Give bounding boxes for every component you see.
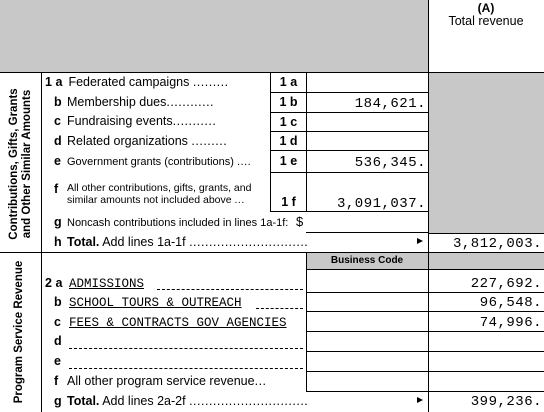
box-1a: 1 a [279,75,298,89]
line-2c-label: c [54,315,61,329]
line-1e-label: e Government grants (contributions) .... [54,154,252,168]
box-1e: 1 e [279,154,298,168]
section1-side-label: Contributions, Gifts, Grants and Other Similar Amounts [8,88,33,240]
line-2e-dashes [69,368,303,369]
line-2c-description: FEES & CONTRACTS GOV AGENCIES [69,316,287,330]
line-2a-description: ADMISSIONS [69,277,145,291]
side-label-divider [41,72,42,412]
row-2d-bottom [306,351,544,352]
row-2b-bottom [306,311,544,312]
line-2d-label: d [54,334,62,348]
line-1d-label: d Related organizations ......... [54,134,228,148]
amount-2c: 74,996. [479,315,542,331]
line-2a-label: 2 a [45,276,63,290]
box-1d: 1 d [279,134,298,148]
noncash-underline [306,232,428,233]
col-a-gray-section1 [428,73,544,233]
noncash-currency: $ [296,214,304,229]
column-a-header [428,2,544,28]
header-gray-block [0,0,428,73]
box-1c: 1 c [279,115,298,129]
line-1h-label: h Total. Add lines 1a-1f .............................. [54,235,309,249]
line-2a-dashes [157,289,303,290]
line-1c-label: c Fundraising events........... [54,114,217,128]
row-1a-bottom [270,92,428,93]
row-1c-bottom [270,131,428,132]
amount-1f: 3,091,037. [336,196,426,212]
row-2a-bottom [306,292,544,293]
line-1f-letter: f [54,182,59,196]
row-2f-bottom [306,391,544,392]
box-1f: 1 f [281,195,296,209]
row-2c-bottom [306,331,544,332]
line-1f-label: All other contributions, gifts, grants, and similar amounts not included above ... [67,182,252,206]
amount-2g-total: 399,236. [470,394,542,410]
row-1e-bottom [270,172,428,173]
column-letter: (A) [477,1,495,15]
section2-side-label: Program Service Revenue [13,260,25,404]
row-2e-bottom [306,371,544,372]
line-1a-label: 1 a Federated campaigns ......... [45,75,229,89]
amount-1e: 536,345. [354,155,426,171]
amount-2b: 96,548. [479,295,542,311]
total-1h-top [428,233,544,234]
line-2e-label: e [54,354,61,368]
arrow-right-icon [417,238,423,244]
amount-1h-total: 3,812,003. [452,236,542,252]
line-1g-label: g Noncash contributions included in lines 1a-1f: [54,215,289,229]
business-code-header-bottom [306,269,544,270]
column-title: Total revenue [448,14,524,28]
section1-top-line [0,72,544,73]
section1-bottom [0,252,544,253]
box-id-right-line [306,72,307,212]
line-2g-label: g Total. Add lines 2a-2f .............................. [54,394,309,408]
col-a-gray-section2-header [428,253,544,269]
line-2f-label: f All other program service revenue... [54,374,267,388]
row-1d-bottom [270,150,428,151]
row-1b-bottom [270,112,428,113]
business-code-header: Business Code [330,255,404,266]
amount-1b: 184,621. [354,96,426,112]
arrow-right-icon [417,397,423,403]
line-2b-description: SCHOOL TOURS & OUTREACH [69,296,242,310]
line-2b-dashes [256,308,303,309]
box-1b: 1 b [279,95,298,109]
line-1b-label: b Membership dues............ [54,95,215,109]
amount-2a: 227,692. [470,276,542,292]
line-2b-label: b [54,295,62,309]
line-2d-dashes [69,348,303,349]
